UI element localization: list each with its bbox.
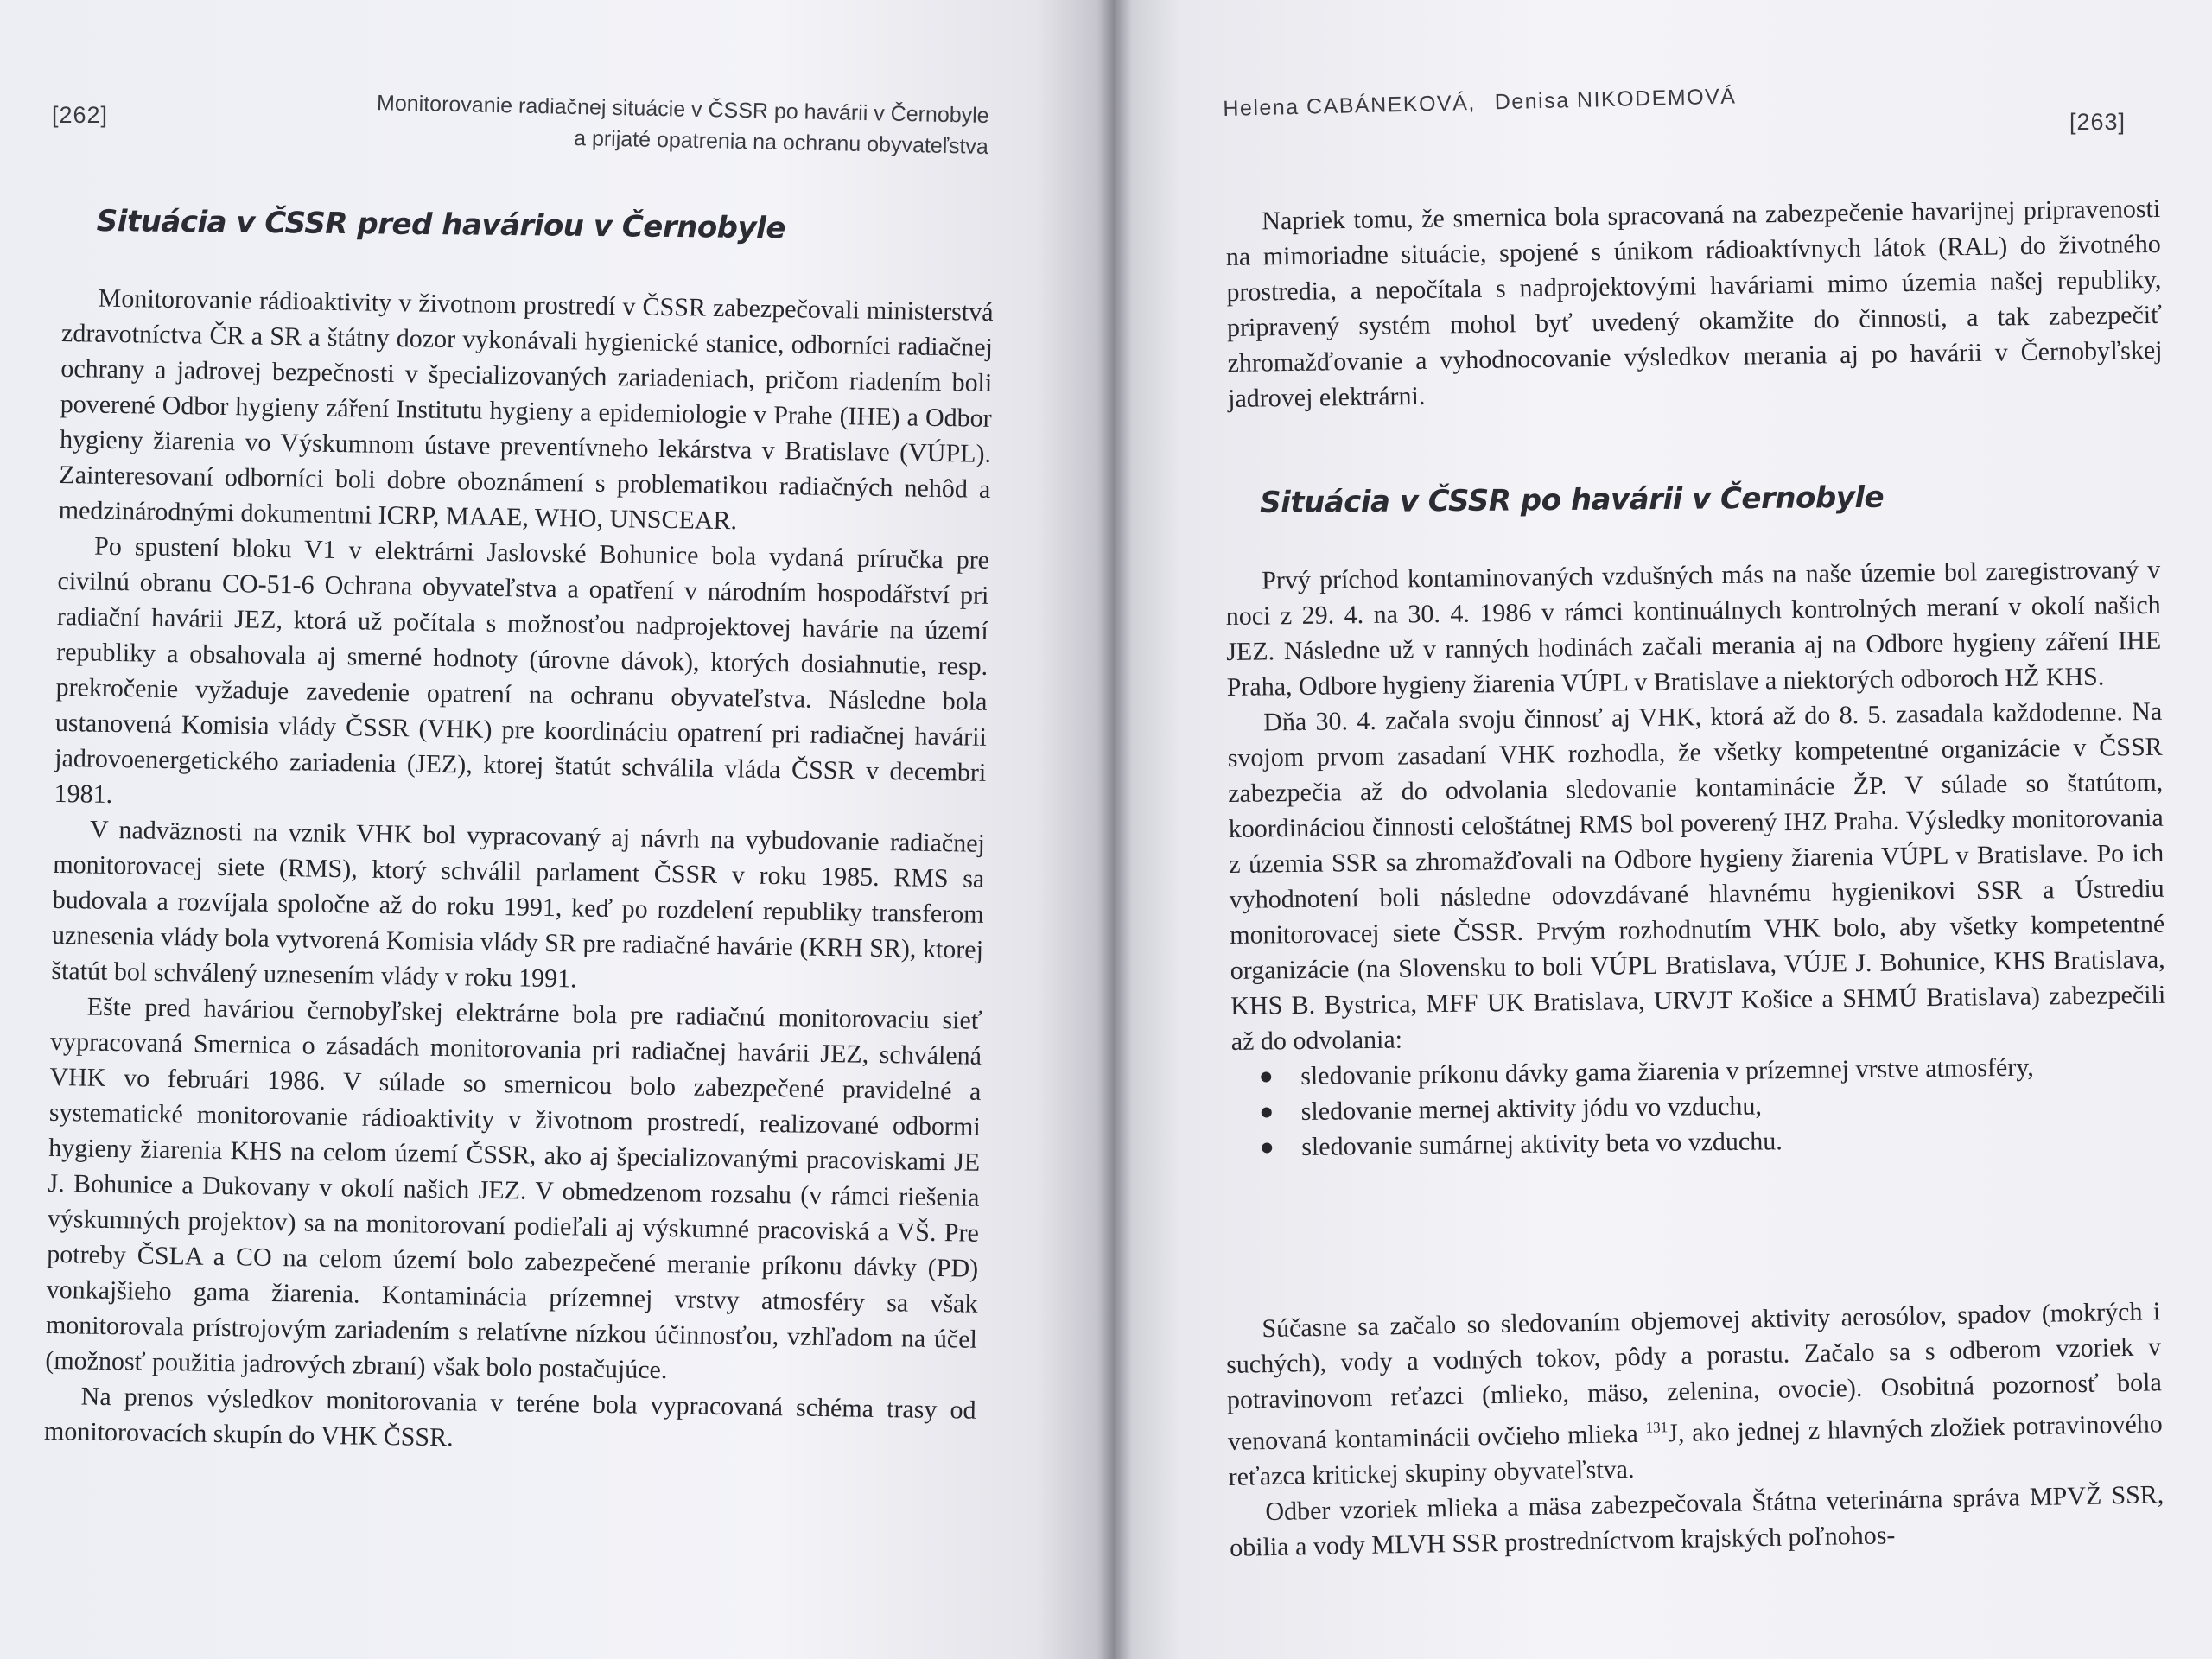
page-number: [262] — [52, 102, 109, 128]
intro-text — [1225, 191, 2163, 416]
paragraph: Monitorovanie rádioaktivity v životnom prostredí v ČSSR zabezpečovali ministerstvá zdravotníctva ČR a SR a štátny dozor vykonávali hygienické stanice, odborníci radiačnej ochrany a jadrovej bezpečnosti v špecializovaných zariadeniach, pričom riadením boli poverené Odbor hygieny záření Institutu hygieny a epidemiologie v Prahe (IHE) a Odbor hygieny žiarenia vo Výskumnom ústave preventívneho lekárstva v Bratislave (VÚPL). Zainteresovaní odborníci boli dobre oboznámení s problematikou radiačných nehôd a medzinárodnými dokumentmi ICRP, MAAE, WHO, UNSCEAR. — [58, 283, 994, 536]
running-head — [297, 86, 989, 162]
body-text — [44, 280, 994, 1464]
bullet-item: sledovanie mernej aktivity jódu vo vzduchu, — [1301, 1084, 2167, 1129]
paragraph: Po spustení bloku V1 v elektrárni Jaslovské Bohunice bola vydaná príručka pre civilnú obranu CO-51-6 Ochrana obyvateľstva a opatření v národním hospodářství pri radiační havárii JEZ, ktorá už počítala s možnosťou nadprojektovej havárie na území republiky a obsahovala aj smerné hodnoty (úrovne dávok), ktorých dosiahnutie, resp. prekročenie vyžaduje zavedenie opatrení na ochranu obyvateľstva. Následne bola ustanovená Komisia vlády ČSSR (VHK) pre koordináciu opatrení pri radiačnej havárii jadrovoenergetického zariadenia (JEZ), ktorej štatút schválila vláda ČSSR v decembri 1981. — [54, 531, 990, 809]
bullet-item: sledovanie príkonu dávky gama žiarenia v prízemnej vrstve atmosféry, — [1300, 1048, 2166, 1094]
author-name: Helena CABÁNEKOVÁ, — [1223, 90, 1477, 121]
page-number: [263] — [2069, 109, 2126, 135]
author-name: Denisa NIKODEMOVÁ — [1494, 84, 1737, 115]
closing-text — [1225, 1294, 2164, 1566]
running-head-line: Monitorovanie radiačnej situácie v ČSSR po havárii v Černobyle — [376, 91, 989, 128]
body-text — [1225, 552, 2167, 1166]
paragraph — [1225, 1294, 2164, 1495]
paragraph-text: J, ako jednej z hlavných zložiek potravinového reťazca kritickej skupiny obyvateľstva. — [1228, 1409, 2164, 1491]
paragraph: Napriek tomu, že smernica bola spracovaná na zabezpečenie havarijnej pripravenosti na mimoriadne situácie, spojené s únikom rádioaktívnych látok (RAL) do životného prostredia, a nepočítala s nadprojektovými haváriami mimo územia našej republiky, pripravený systém mohol byť uvedený okamžite do činnosti, a tak zabezpečiť zhromažďovanie a vyhodnocovanie výsledkov merania aj po havárii v Černobyľskej jadrovej elektrárni. — [1225, 194, 2163, 413]
right-page — [1115, 0, 2212, 1659]
book-gutter — [1097, 0, 1132, 1659]
running-head-line: a prijaté opatrenia na ochranu obyvateľstva — [573, 125, 989, 159]
paragraph: Dňa 30. 4. začala svoju činnosť aj VHK, ktorá až do 8. 5. zasadala každodenne. Na svojom prvom zasadaní VHK rozhodla, že všetky kompetentné organizácie v ČSSR zabezpečia až do odvolania sledovanie kontaminácie ŽP. V súlade so štatútom, koordináciou činnosti celoštátnej RMS bol poverený IHZ Praha. Výsledky monitorovania z územia SSR sa zhromažďovali na Odbore hygieny žiarenia VÚPL v Bratislave. Po ich vyhodnotení boli následne odovzdávané hlavnému hygienikovi SSR a Ústrediu monitorovacej siete ČSSR. Prvým rozhodnutím VHK bolo, aby všetky kompetentné organizácie (na Slovensku to boli VÚPL Bratislava, VÚJE J. Bohunice, KHS Bratislava, KHS B. Bystrica, MFF UK Bratislava, URVJT Košice a SHMÚ Bratislava) zabezpečili až do odvolania: — [1227, 696, 2166, 1056]
paragraph: Odber vzoriek mlieka a mäsa zabezpečovala Štátna veterinárna správa MPVŽ SSR, obilia a vody MLVH SSR prostredníctvom krajských poľnohos- — [1229, 1480, 2164, 1562]
section-heading: Situácia v ČSSR pred haváriou v Černobyle — [96, 204, 786, 246]
bullet-item: sledovanie sumárnej aktivity beta vo vzduchu. — [1301, 1119, 2167, 1165]
paragraph-text: Súčasne sa začalo so sledovaním objemovej aktivity aerosólov, spadov (mokrých i suchých), vody a vodných tokov, pôdy a porastu. Začalo sa s odberom vzoriek v potravinovom reťazci (mlieko, mäso, zelenina, ovocie). Osobitná pozornosť bola venovaná kontaminácii ovčieho mlieka — [1225, 1297, 2163, 1456]
paragraph: Prvý príchod kontaminovaných vzdušných más na naše územie bol zaregistrovaný v noci z 29. 4. na 30. 4. 1986 v rámci kontinuálnych kontrolných meraní v okolí našich JEZ. Následne už v ranných hodinách začali merania aj na Odbore hygieny záření IHE Praha, Odbore hygieny žiarenia VÚPL v Bratislave a niektorých odboroch HŽ KHS. — [1225, 555, 2162, 702]
bullet-list — [1231, 1048, 2167, 1166]
paragraph: Ešte pred haváriou černobyľskej elektrárne bola pre radiačnú monitorovaciu sieť vypracovaná Smernica o zásadách monitorovania pri radiačnej havárii JEZ, schválená VHK vo februári 1986. V súlade so smernicou bolo zabezpečené pravidelné a systematické monitorovanie rádioaktivity v životnom prostredí, realizované odbormi hygieny žiarenia KHS na celom území ČSSR, ako aj špecializovanými pracoviskami JE J. Bohunice a Dukovany v okolí našich JEZ. V obmedzenom rozsahu (v rámci riešenia výskumných projektov) sa na monitorovaní podieľali aj výskumné pracoviská a VŠ. Pre potreby ČSLA a CO na celom území bolo zabezpečené meranie príkonu dávky (PD) vonkajšieho gama žiarenia. Kontaminácia prízemnej vrstvy atmosféry sa však monitorovala prístrojovým zariadením s relatívne nízkou účinnosťou, vzhľadom na účel (možnosť použitia jadrových zbraní) však bolo postačujúce. — [45, 992, 982, 1385]
section-heading: Situácia v ČSSR po havárii v Černobyle — [1260, 480, 1885, 520]
paragraph: Na prenos výsledkov monitorovania v teréne bola vypracovaná schéma trasy od monitorovacích skupín do VHK ČSSR. — [43, 1382, 976, 1452]
paragraph: V nadväznosti na vznik VHK bol vypracovaný aj návrh na vybudovanie radiačnej monitorovacej siete (RMS), ktorý schválil parlament ČSSR v roku 1985. RMS sa budovala a rozvíjala spoločne až do roku 1991, keď po rozdelení republiky transferom uznesenia vlády bola vytvorená Komisia vlády SR pre radiačné havárie (KRH SR), ktorej štatút bol schválený uznesením vlády v roku 1991. — [51, 815, 986, 994]
isotope-mass-number: 131 — [1645, 1419, 1669, 1436]
author-line — [1223, 80, 1756, 124]
